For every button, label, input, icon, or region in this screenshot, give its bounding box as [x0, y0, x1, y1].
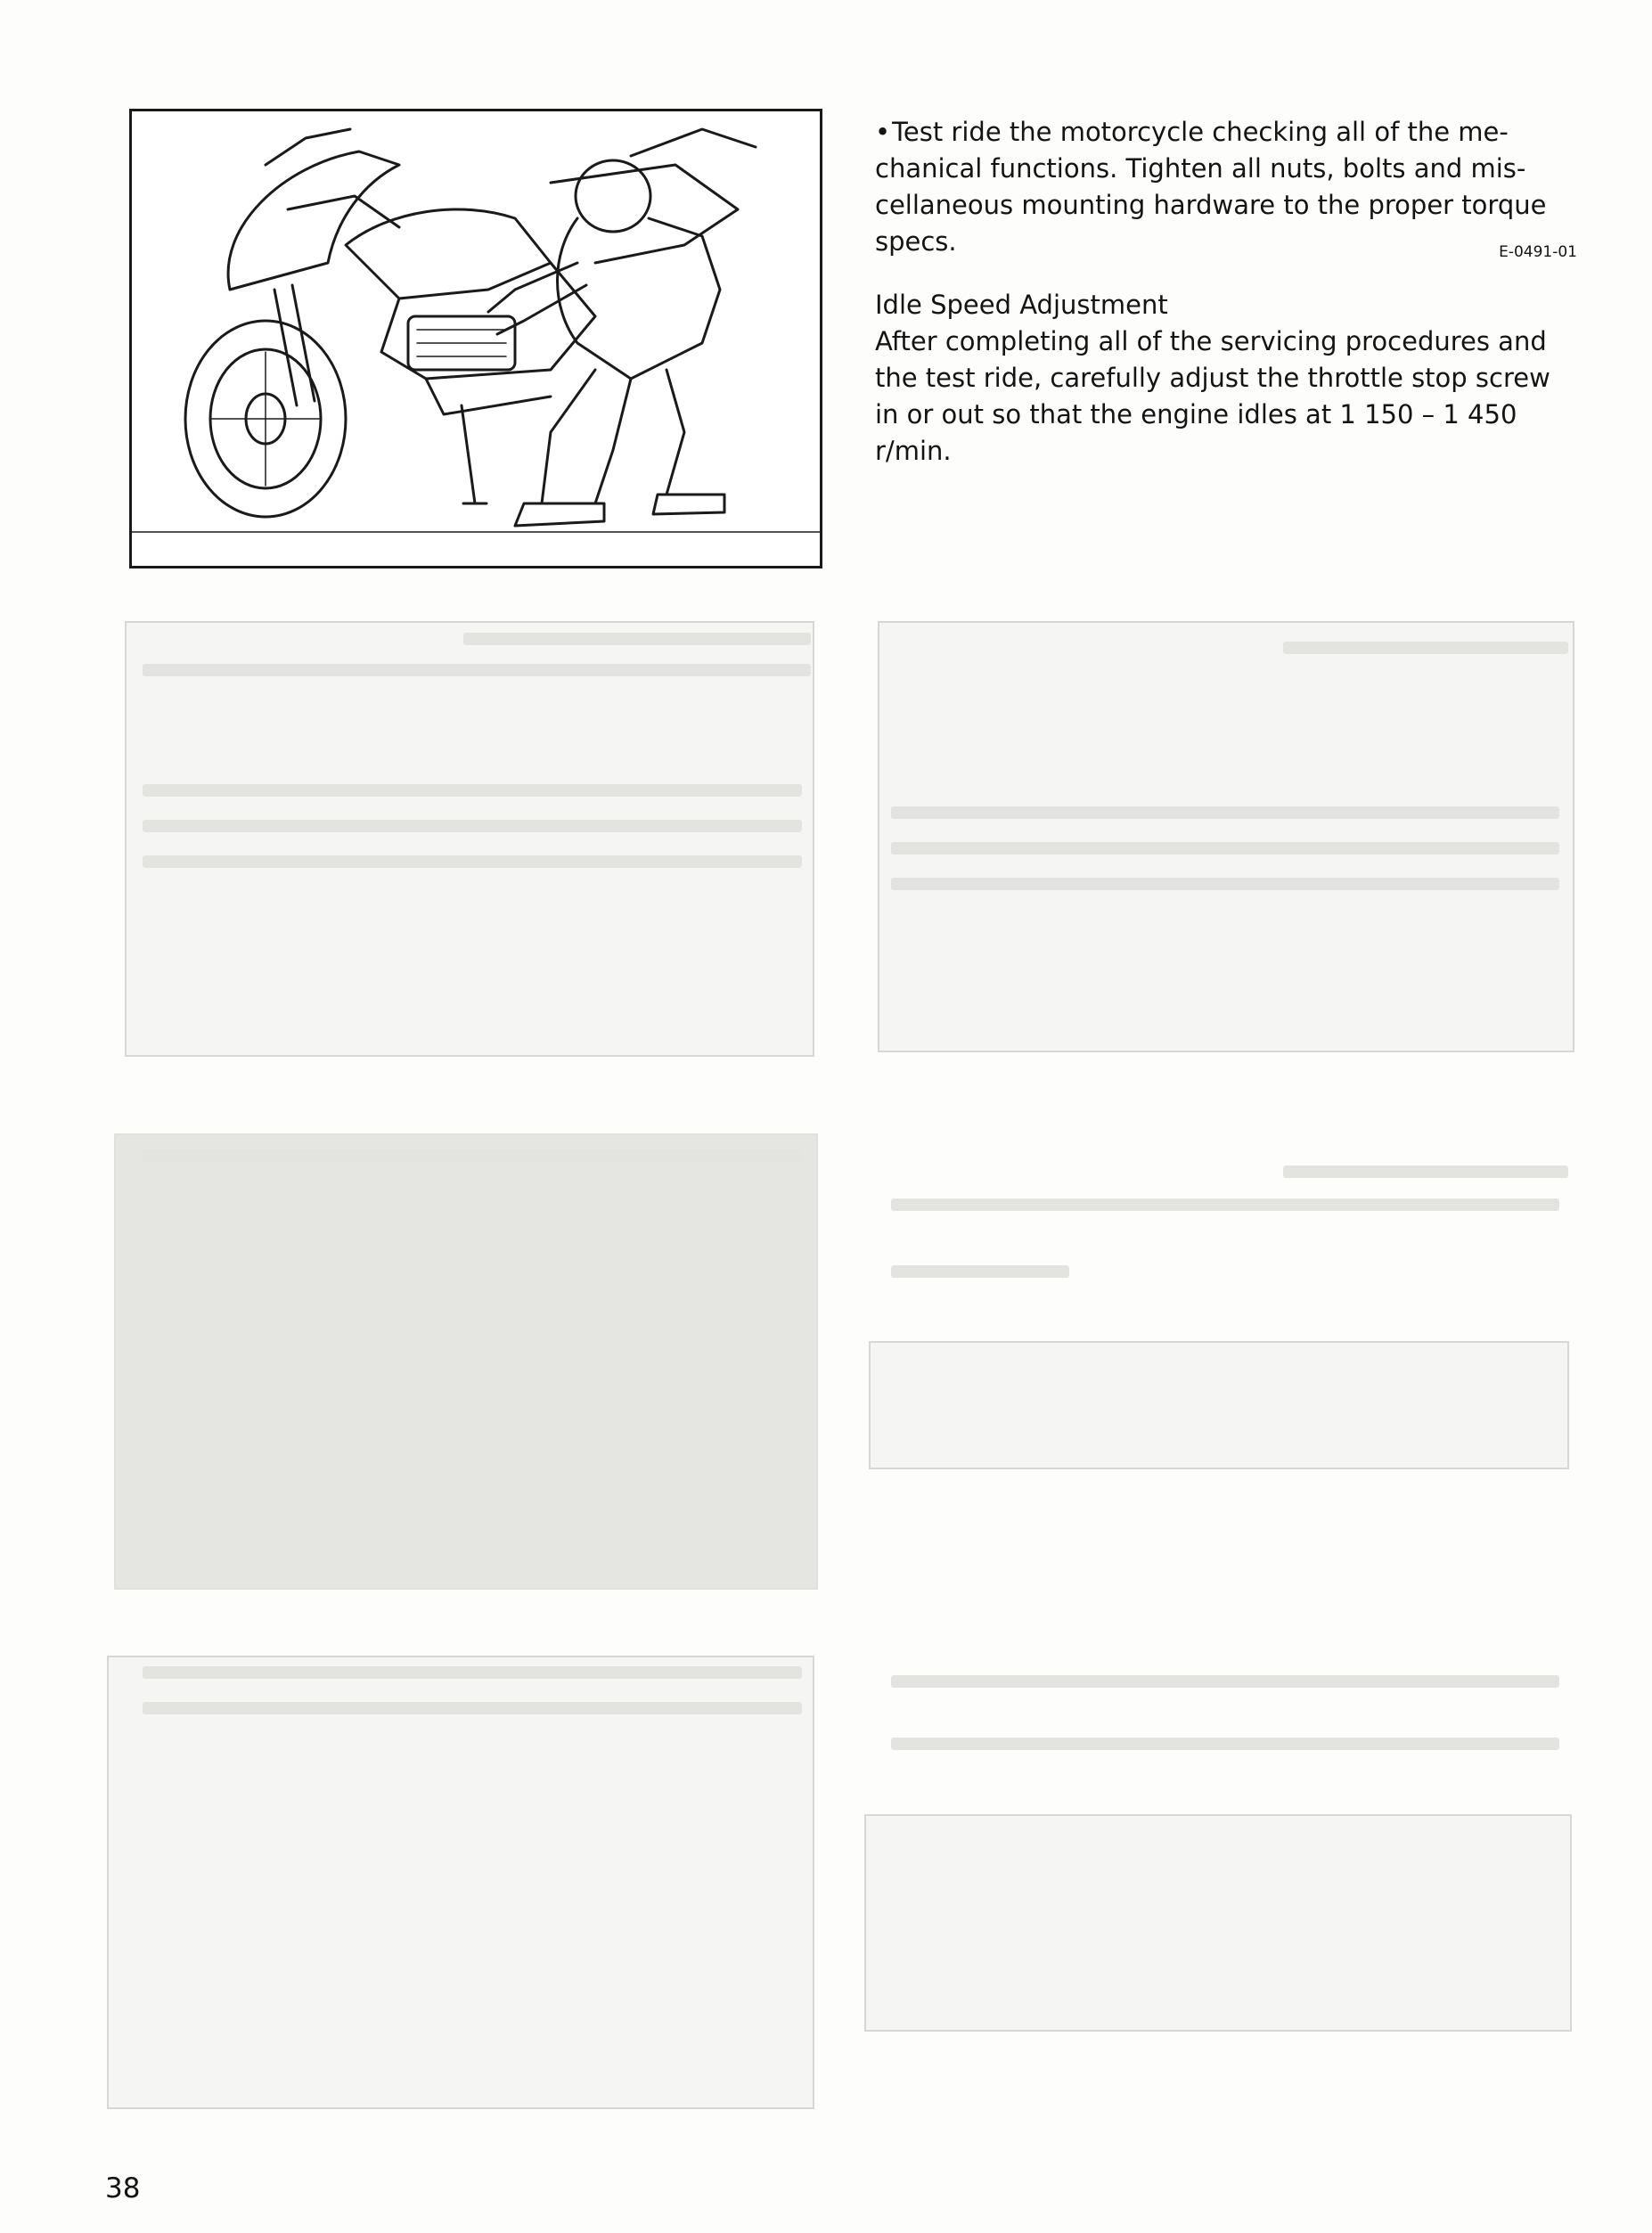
ghost-box-right-2	[869, 1341, 1569, 1469]
ghost-box-right-3	[864, 1814, 1572, 2032]
ghost-line	[891, 1675, 1559, 1688]
reference-code: E-0491-01	[1499, 243, 1577, 261]
bullet-line-3: cellaneous mounting hardware to the proper torque	[875, 190, 1547, 220]
idle-line-4: r/min.	[875, 436, 952, 466]
ghost-box-left-3	[107, 1656, 814, 2109]
page-number: 38	[105, 2172, 141, 2204]
ghost-line	[463, 633, 811, 645]
ghost-box-left-2	[114, 1133, 818, 1590]
motorcycle-mechanic-icon	[132, 111, 820, 566]
idle-line-2: the test ride, carefully adjust the throttle stop screw	[875, 363, 1550, 393]
ghost-line	[891, 806, 1559, 819]
ghost-box-right-1	[878, 621, 1574, 1052]
ghost-line	[143, 1702, 802, 1714]
ghost-line	[1283, 642, 1568, 654]
bullet-line-2: chanical functions. Tighten all nuts, bolts and mis-	[875, 153, 1526, 184]
ghost-line	[143, 820, 802, 832]
idle-speed-heading: Idle Speed Adjustment	[875, 290, 1168, 320]
motorcycle-illustration	[129, 109, 822, 568]
test-ride-paragraph	[875, 114, 1577, 260]
idle-line-1: After completing all of the servicing procedures and	[875, 326, 1547, 356]
ghost-line	[143, 1666, 802, 1679]
bullet-line-1: • Test ride the motorcycle checking all of the me-	[875, 117, 1509, 147]
ghost-line	[143, 784, 802, 797]
text-column	[875, 114, 1577, 470]
idle-line-3: in or out so that the engine idles at 1 150 – 1 450	[875, 399, 1517, 429]
ghost-line	[143, 664, 811, 676]
ghost-line	[891, 842, 1559, 855]
ghost-line	[891, 1198, 1559, 1211]
ghost-line	[1283, 1166, 1568, 1178]
idle-speed-paragraph	[875, 323, 1577, 470]
ghost-box-left-1	[125, 621, 814, 1057]
ghost-line	[891, 878, 1559, 890]
ghost-line	[143, 1149, 802, 1162]
ghost-line	[891, 1265, 1069, 1278]
ghost-line	[891, 1738, 1559, 1750]
bullet-line-4: specs.	[875, 226, 957, 257]
ghost-line	[143, 855, 802, 868]
